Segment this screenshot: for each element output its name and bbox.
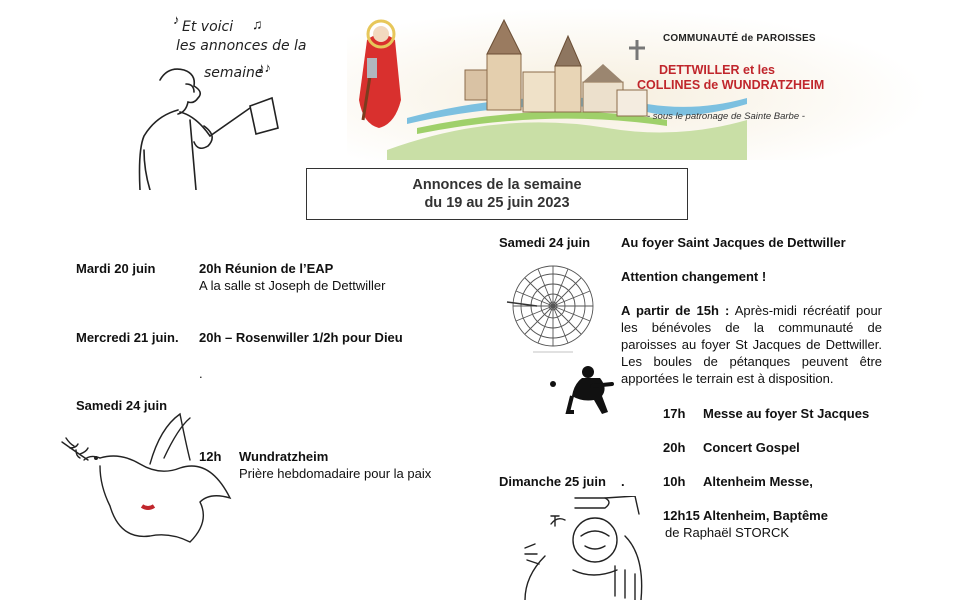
priest-illustration <box>120 40 280 190</box>
tuesday-day: Mardi 20 juin <box>76 261 156 276</box>
community-label: COMMUNAUTÉ de PAROISSES <box>663 33 816 44</box>
afternoon-description: Après-midi récréatif pour les bénévoles de la communauté de paroisses au foyer St Jacques de Dettwiller. Les boules de pétanques peuvent être apportées le terrain est à disposition. <box>621 303 882 386</box>
saturday-right-place: Au foyer Saint Jacques de Dettwiller <box>621 235 846 250</box>
tuesday-place: A la salle st Joseph de Dettwiller <box>199 278 386 293</box>
afternoon-paragraph <box>621 302 882 387</box>
wednesday-day: Mercredi 21 juin. <box>76 330 179 345</box>
event-2-time: 20h <box>663 440 686 455</box>
attention-text: Attention changement ! <box>621 269 767 284</box>
event-1-time: 17h <box>663 406 686 421</box>
event-2-text: Concert Gospel <box>703 440 800 455</box>
handwriting-line-3: semaine <box>204 65 264 81</box>
sunday-event-1-time: 10h <box>663 474 686 489</box>
handwriting-line-2: les annonces de la <box>176 38 307 54</box>
title-line-1: Annonces de la semaine <box>412 177 582 193</box>
music-note-icon: ♪♪ <box>258 60 271 75</box>
wednesday-dot: . <box>199 366 203 381</box>
title-box <box>306 168 688 220</box>
parish-banner <box>347 0 957 160</box>
sunday-event-1-text: Altenheim Messe, <box>703 474 813 489</box>
saturday-left-time: 12h <box>199 449 222 464</box>
saturday-right-day: Samedi 24 juin <box>499 235 591 250</box>
sunday-event-2: 12h15 Altenheim, Baptême <box>663 508 828 523</box>
title-line-2: du 19 au 25 juin 2023 <box>424 195 570 211</box>
petanque-player-illustration <box>548 364 622 416</box>
sunday-day: Dimanche 25 juin <box>499 474 606 489</box>
handwriting-line-1: Et voici <box>182 19 234 35</box>
parish-name-line-1: DETTWILLER et les <box>659 63 775 77</box>
event-1-text: Messe au foyer St Jacques <box>703 406 870 421</box>
baptism-illustration <box>515 496 655 600</box>
saturday-left-place: Wundratzheim <box>239 449 329 464</box>
wednesday-event: 20h – Rosenwiller 1/2h pour Dieu <box>199 330 403 345</box>
patronage-label: - sous le patronage de Sainte Barbe - <box>647 111 805 122</box>
afternoon-time-label: A partir de 15h : <box>621 303 730 318</box>
saturday-left-day: Samedi 24 juin <box>76 398 168 413</box>
sunday-event-2-subtitle: de Raphaël STORCK <box>665 525 790 540</box>
music-note-icon: ♫ <box>252 16 263 32</box>
dartboard-illustration <box>503 262 603 358</box>
dove-illustration <box>60 408 240 543</box>
saturday-left-desc: Prière hebdomadaire pour la paix <box>239 466 432 481</box>
tuesday-event: 20h Réunion de l’EAP <box>199 261 334 276</box>
sunday-dot: . <box>621 474 625 489</box>
parish-name-line-2: COLLINES de WUNDRATZHEIM <box>637 78 825 92</box>
music-note-icon: ♪ <box>173 12 180 27</box>
